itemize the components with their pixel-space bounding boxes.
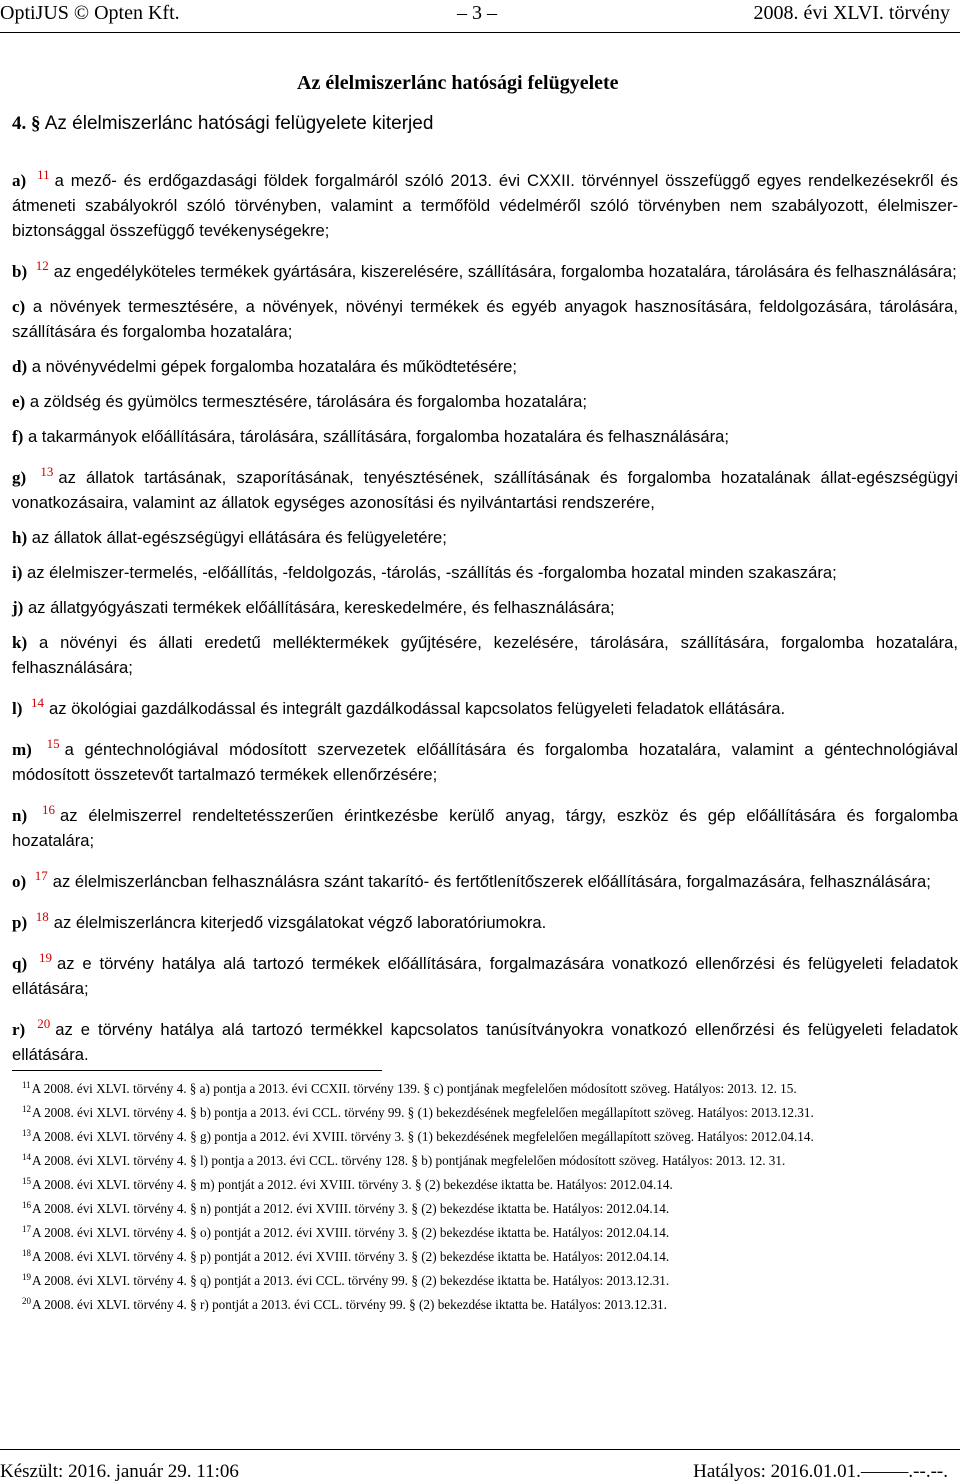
footnote-reference[interactable]: 20 xyxy=(37,1016,51,1031)
footer-created: Készült: 2016. január 29. 11:06 xyxy=(0,1461,239,1482)
footnote xyxy=(2,1292,958,1314)
item-text: a takarmányok előállítására, tárolására, szállítására, forgalomba hozatalára és felhasználására; xyxy=(27,427,729,446)
footer-rule xyxy=(0,1449,960,1450)
item-label: c) xyxy=(12,297,26,316)
item-label: p) xyxy=(12,913,28,932)
footnote-number: 15 xyxy=(22,1176,31,1186)
item-label: d) xyxy=(12,357,28,376)
footnote-number: 18 xyxy=(22,1248,31,1258)
list-item xyxy=(12,459,958,515)
footnote-text: A 2008. évi XLVI. törvény 4. § m) pontját a 2012. évi XVIII. törvény 3. § (2) bekezdése iktatta be. Hatályos: 2012.04.14. xyxy=(32,1177,673,1192)
item-text: az e törvény hatálya alá tartozó termékkel kapcsolatos tanúsítványokra vonatkozó ellenőrzési és felügyeleti feladatok ellátására. xyxy=(12,1020,958,1064)
item-label: i) xyxy=(12,563,23,582)
list-item xyxy=(12,294,958,344)
footnote-list xyxy=(2,1076,958,1316)
list-item xyxy=(12,525,958,550)
item-label: m) xyxy=(12,740,32,759)
list-item xyxy=(12,630,958,680)
footnote xyxy=(2,1172,958,1194)
list-item xyxy=(12,904,958,935)
item-label: g) xyxy=(12,468,27,487)
footnote xyxy=(2,1148,958,1170)
footnote-text: A 2008. évi XLVI. törvény 4. § g) pontja a 2012. évi XVIII. törvény 3. § (1) bekezdésének megfelelően megállapított szöveg. Hatályos: 2012.04.14. xyxy=(32,1129,814,1144)
footnote-text: A 2008. évi XLVI. törvény 4. § r) pontját a 2013. évi CCL. törvény 99. § (2) bekezdése iktatta be. Hatályos: 2013.12.31. xyxy=(32,1297,667,1312)
footnote-text: A 2008. évi XLVI. törvény 4. § p) pontját a 2012. évi XVIII. törvény 3. § (2) bekezdése iktatta be. Hatályos: 2012.04.14. xyxy=(32,1249,670,1264)
footnote xyxy=(2,1244,958,1266)
item-text: a géntechnológiával módosított szervezetek előállítására és forgalomba hozatalára, valamint a géntechnológiával módosított összetevőt tartalmazó termékek ellenőrzésére; xyxy=(12,740,958,784)
footnote-reference[interactable]: 16 xyxy=(41,802,55,817)
list-item xyxy=(12,253,958,284)
item-text: a növények termesztésére, a növények, növényi termékek és egyéb anyagok hasznosítására, feldolgozására, tárolására, szállítására és forgalomba hozatalára; xyxy=(12,297,958,341)
list-item xyxy=(12,690,958,721)
header-page-number: – 3 – xyxy=(457,2,497,24)
item-text: a növényi és állati eredetű melléktermékek gyűjtésére, kezelésére, tárolására, szállítására, forgalomba hozatalára, felhasználására; xyxy=(12,633,958,677)
footnote-number: 16 xyxy=(22,1200,31,1210)
section-text: Az élelmiszerlánc hatósági felügyelete kiterjed xyxy=(44,113,434,134)
list-item xyxy=(12,731,958,787)
footnote-text: A 2008. évi XLVI. törvény 4. § o) pontját a 2012. évi XVIII. törvény 3. § (2) bekezdése iktatta be. Hatályos: 2012.04.14. xyxy=(32,1225,670,1240)
footnote xyxy=(2,1124,958,1146)
item-text: az állatok állat-egészségügyi ellátására és felügyeletére; xyxy=(31,528,447,547)
header-law-title: 2008. évi XLVI. törvény xyxy=(753,2,950,24)
footnote-reference[interactable]: 19 xyxy=(39,950,52,965)
page-header xyxy=(0,0,960,30)
list-item xyxy=(12,560,958,585)
item-label: e) xyxy=(12,392,26,411)
item-label: n) xyxy=(12,806,28,825)
item-text: az élelmiszerrel rendeltetésszerűen érintkezésbe kerülő anyag, tárgy, eszköz és gép előállítására és forgalomba hozatalára; xyxy=(12,806,958,850)
footnote-text: A 2008. évi XLVI. törvény 4. § l) pontja a 2013. évi CCL. törvény 128. § b) pontjának megfelelően módosított szöveg. Hatályos: 2013. 12. 31. xyxy=(32,1153,786,1168)
item-text: az élelmiszer-termelés, -előállítás, -feldolgozás, -tárolás, -szállítás és -forgalomba hozatal minden szakaszára; xyxy=(27,563,837,582)
list-item xyxy=(12,354,958,379)
footnote-number: 20 xyxy=(22,1296,31,1306)
footnote-number: 11 xyxy=(22,1080,31,1090)
list-item xyxy=(12,424,958,449)
item-text: az e törvény hatálya alá tartozó termékek előállítására, forgalmazására vonatkozó ellenőrzési és felügyeleti feladatok ellátására; xyxy=(12,954,958,998)
header-rule xyxy=(0,32,960,33)
section-heading xyxy=(12,113,433,135)
item-text: a növényvédelmi gépek forgalomba hozatalára és működtetésére; xyxy=(31,357,517,376)
list-item xyxy=(12,595,958,620)
item-label: q) xyxy=(12,954,28,973)
footnote xyxy=(2,1196,958,1218)
footer-effective: Hatályos: 2016.01.01.–––––.--.--. xyxy=(693,1461,948,1482)
footnote-rule xyxy=(12,1070,382,1071)
list-item xyxy=(12,863,958,894)
item-text: az élelmiszerláncra kiterjedő vizsgálatokat végző laboratóriumokra. xyxy=(53,913,547,932)
item-label: r) xyxy=(12,1020,26,1039)
list-item xyxy=(12,389,958,414)
item-label: k) xyxy=(12,633,28,652)
item-label: o) xyxy=(12,872,27,891)
item-label: h) xyxy=(12,528,28,547)
item-list xyxy=(12,162,958,1077)
header-publisher: OptiJUS © Opten Kft. xyxy=(0,2,180,24)
footnote-number: 12 xyxy=(22,1104,31,1114)
footnote-number: 17 xyxy=(22,1224,31,1234)
footnote-reference[interactable]: 12 xyxy=(35,258,49,273)
footnote-reference[interactable]: 13 xyxy=(40,464,54,479)
list-item xyxy=(12,1011,958,1067)
footnote-number: 19 xyxy=(22,1272,31,1282)
footnote-number: 13 xyxy=(22,1128,31,1138)
footnote xyxy=(2,1220,958,1242)
list-item xyxy=(12,797,958,853)
footnote xyxy=(2,1268,958,1290)
item-text: az állatgyógyászati termékek előállítására, kereskedelmére, és felhasználására; xyxy=(27,598,615,617)
footnote-text: A 2008. évi XLVI. törvény 4. § a) pontja a 2013. évi CCXII. törvény 139. § c) pontjának megfelelően módosított szöveg. Hatályos: 2013. 12. 15. xyxy=(31,1081,797,1096)
item-label: j) xyxy=(12,598,24,617)
item-label: a) xyxy=(12,171,27,190)
item-text: a zöldség és gyümölcs termesztésére, tárolására és forgalomba hozatalára; xyxy=(29,392,587,411)
footnote-number: 14 xyxy=(22,1152,31,1162)
footnote-reference[interactable]: 17 xyxy=(34,868,48,883)
item-text: az élelmiszerláncban felhasználásra szánt takarító- és fertőtlenítőszerek előállítására, forgalmazására, felhasználására; xyxy=(52,872,931,891)
item-text: az állatok tartásának, szaporításának, tenyésztésének, szállításának és forgalomba hozatalának állat-egészségügyi vonatkozásaira, valamint az állatok egységes azonosítási és nyilvántartási rendszerére, xyxy=(12,468,958,512)
item-label: l) xyxy=(12,699,23,718)
page-title: Az élelmiszerlánc hatósági felügyelete xyxy=(297,72,619,94)
footnote-reference[interactable]: 18 xyxy=(35,909,49,924)
item-text: az engedélyköteles termékek gyártására, kiszerelésére, szállítására, forgalomba hozatalára, tárolására és felhasználására; xyxy=(53,262,957,281)
footnote-reference[interactable]: 11 xyxy=(37,167,50,182)
footnote-text: A 2008. évi XLVI. törvény 4. § q) pontját a 2013. évi CCL. törvény 99. § (2) bekezdése iktatta be. Hatályos: 2013.12.31. xyxy=(32,1273,670,1288)
item-label: b) xyxy=(12,262,28,281)
list-item xyxy=(12,162,958,243)
footnote-text: A 2008. évi XLVI. törvény 4. § n) pontját a 2012. évi XVIII. törvény 3. § (2) bekezdése iktatta be. Hatályos: 2012.04.14. xyxy=(32,1201,670,1216)
footnote-text: A 2008. évi XLVI. törvény 4. § b) pontja a 2013. évi CCL. törvény 99. § (1) bekezdésének megfelelően megállapított szöveg. Hatályos: 2013.12.31. xyxy=(32,1105,814,1120)
list-item xyxy=(12,945,958,1001)
footnote-reference[interactable]: 15 xyxy=(46,736,60,751)
section-number: 4. § xyxy=(12,113,41,134)
item-label: f) xyxy=(12,427,24,446)
footnote xyxy=(2,1076,958,1098)
footnote-reference[interactable]: 14 xyxy=(31,695,45,710)
item-text: az ökológiai gazdálkodással és integrált gazdálkodással kapcsolatos felügyeleti feladatok ellátására. xyxy=(49,699,786,718)
footnote xyxy=(2,1100,958,1122)
item-text: a mező- és erdőgazdasági földek forgalmáról szóló 2013. évi CXXII. törvénnyel összefüggő egyes rendelkezésekről és átmeneti szabályokról szóló törvényben, valamint a termőföld védelméről szóló törvényben nem szabályozott, élelmiszer-biztonsággal összefüggő tevékenységekre; xyxy=(12,171,958,240)
